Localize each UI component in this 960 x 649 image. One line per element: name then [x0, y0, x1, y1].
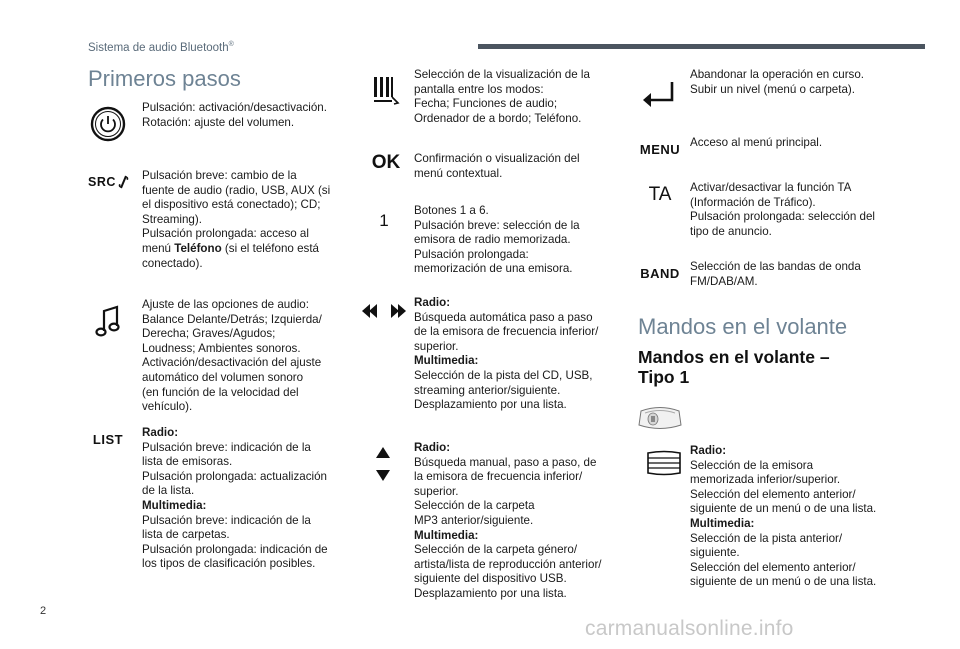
- display-mode-icon: [368, 72, 404, 108]
- seek-arrows-icon: [360, 300, 408, 322]
- wheel-roller-icon: [644, 448, 684, 478]
- running-header: Sistema de audio Bluetooth®: [88, 41, 234, 54]
- text-back: Abandonar la operación en curso. Subir un nivel (menú o carpeta).: [690, 68, 865, 96]
- ok-button-icon: OK: [371, 151, 401, 173]
- section-title-primeros-pasos: Primeros pasos: [88, 66, 241, 91]
- text-menu: Acceso al menú principal.: [690, 136, 823, 149]
- text-band: Selección de las bandas de onda FM/DAB/AM.: [690, 260, 861, 288]
- text-up-down: Radio: Búsqueda manual, paso a paso, de la emisora de frecuencia inferior/ superior. Selección de la carpeta MP3 anterior/siguiente. Multimedia: Selección de la carpeta género/ artista/lista de reproducción anterior/ siguiente del dispositivo USB. Desplazamiento por una lista.: [414, 441, 602, 600]
- preset-1-icon: 1: [379, 210, 389, 230]
- text-ok: Confirmación o visualización del menú contextual.: [414, 152, 580, 180]
- list-button-icon: LIST: [92, 431, 124, 447]
- music-note-icon: [92, 302, 124, 342]
- steering-wheel-control-icon: [636, 404, 684, 432]
- ta-button-icon: TA: [648, 183, 672, 205]
- header-bar: [478, 44, 925, 49]
- band-button-icon: BAND: [640, 265, 680, 281]
- page-number: 2: [40, 605, 47, 617]
- text-seek: Radio: Búsqueda automática paso a paso de la emisora de frecuencia inferior/ superior. Multimedia: Selección de la pista del CD, USB, streaming anterior/siguiente. Desplazamiento por una lista.: [414, 296, 599, 412]
- up-down-arrows-icon: [374, 446, 392, 482]
- power-knob-icon: [88, 104, 128, 144]
- text-src: Pulsación breve: cambio de la fuente de audio (radio, USB, AUX (si el dispositivo está conectado); CD; Streaming). Pulsación prolongada: acceso al menú Teléfono (si el teléfono está conectado).: [142, 169, 331, 270]
- text-power: Pulsación: activación/desactivación. Rotación: ajuste del volumen.: [142, 101, 327, 129]
- text-presets: Botones 1 a 6. Pulsación breve: selección de la emisora de radio memorizada. Pulsación prolongada: memorización de una emisora.: [414, 204, 580, 276]
- watermark-text: carmanualsonline.info: [585, 617, 794, 640]
- phone-icon: [116, 174, 132, 190]
- text-display-mode: Selección de la visualización de la pantalla entre los modos: Fecha; Funciones de audio; Ordenador de a bordo; Teléfono.: [414, 68, 590, 125]
- subtitle-mandos-tipo1: Mandos en el volante – Tipo 1: [638, 347, 830, 387]
- text-list: Radio: Pulsación breve: indicación de la lista de emisoras. Pulsación prolongada: actualización de la lista. Multimedia: Pulsación breve: indicación de la lista de carpetas. Pulsación prolongada: indicación de los tipos de clasificación posibles.: [142, 426, 328, 571]
- text-ta: Activar/desactivar la función TA (Información de Tráfico). Pulsación prolongada: selección del tipo de anuncio.: [690, 181, 875, 238]
- text-audio-settings: Ajuste de las opciones de audio: Balance Delante/Detrás; Izquierda/ Derecha; Graves/Agudos; Loudness; Ambientes sonoros. Activación/desactivación del ajuste automático del volumen sonoro (en función de la velocidad del vehículo).: [142, 298, 322, 414]
- text-wheel-roller: Radio: Selección de la emisora memorizada inferior/superior. Selección del elemento anterior/ siguiente de un menú o de una lista. Multimedia: Selección de la pista anterior/ siguiente. Selección del elemento anterior/ siguiente de un menú o de una lista.: [690, 444, 877, 589]
- section-title-mandos-volante: Mandos en el volante: [638, 314, 848, 339]
- menu-button-icon: MENU: [639, 141, 681, 157]
- back-arrow-icon: [638, 76, 680, 110]
- src-phone-icon: SRC: [86, 172, 134, 192]
